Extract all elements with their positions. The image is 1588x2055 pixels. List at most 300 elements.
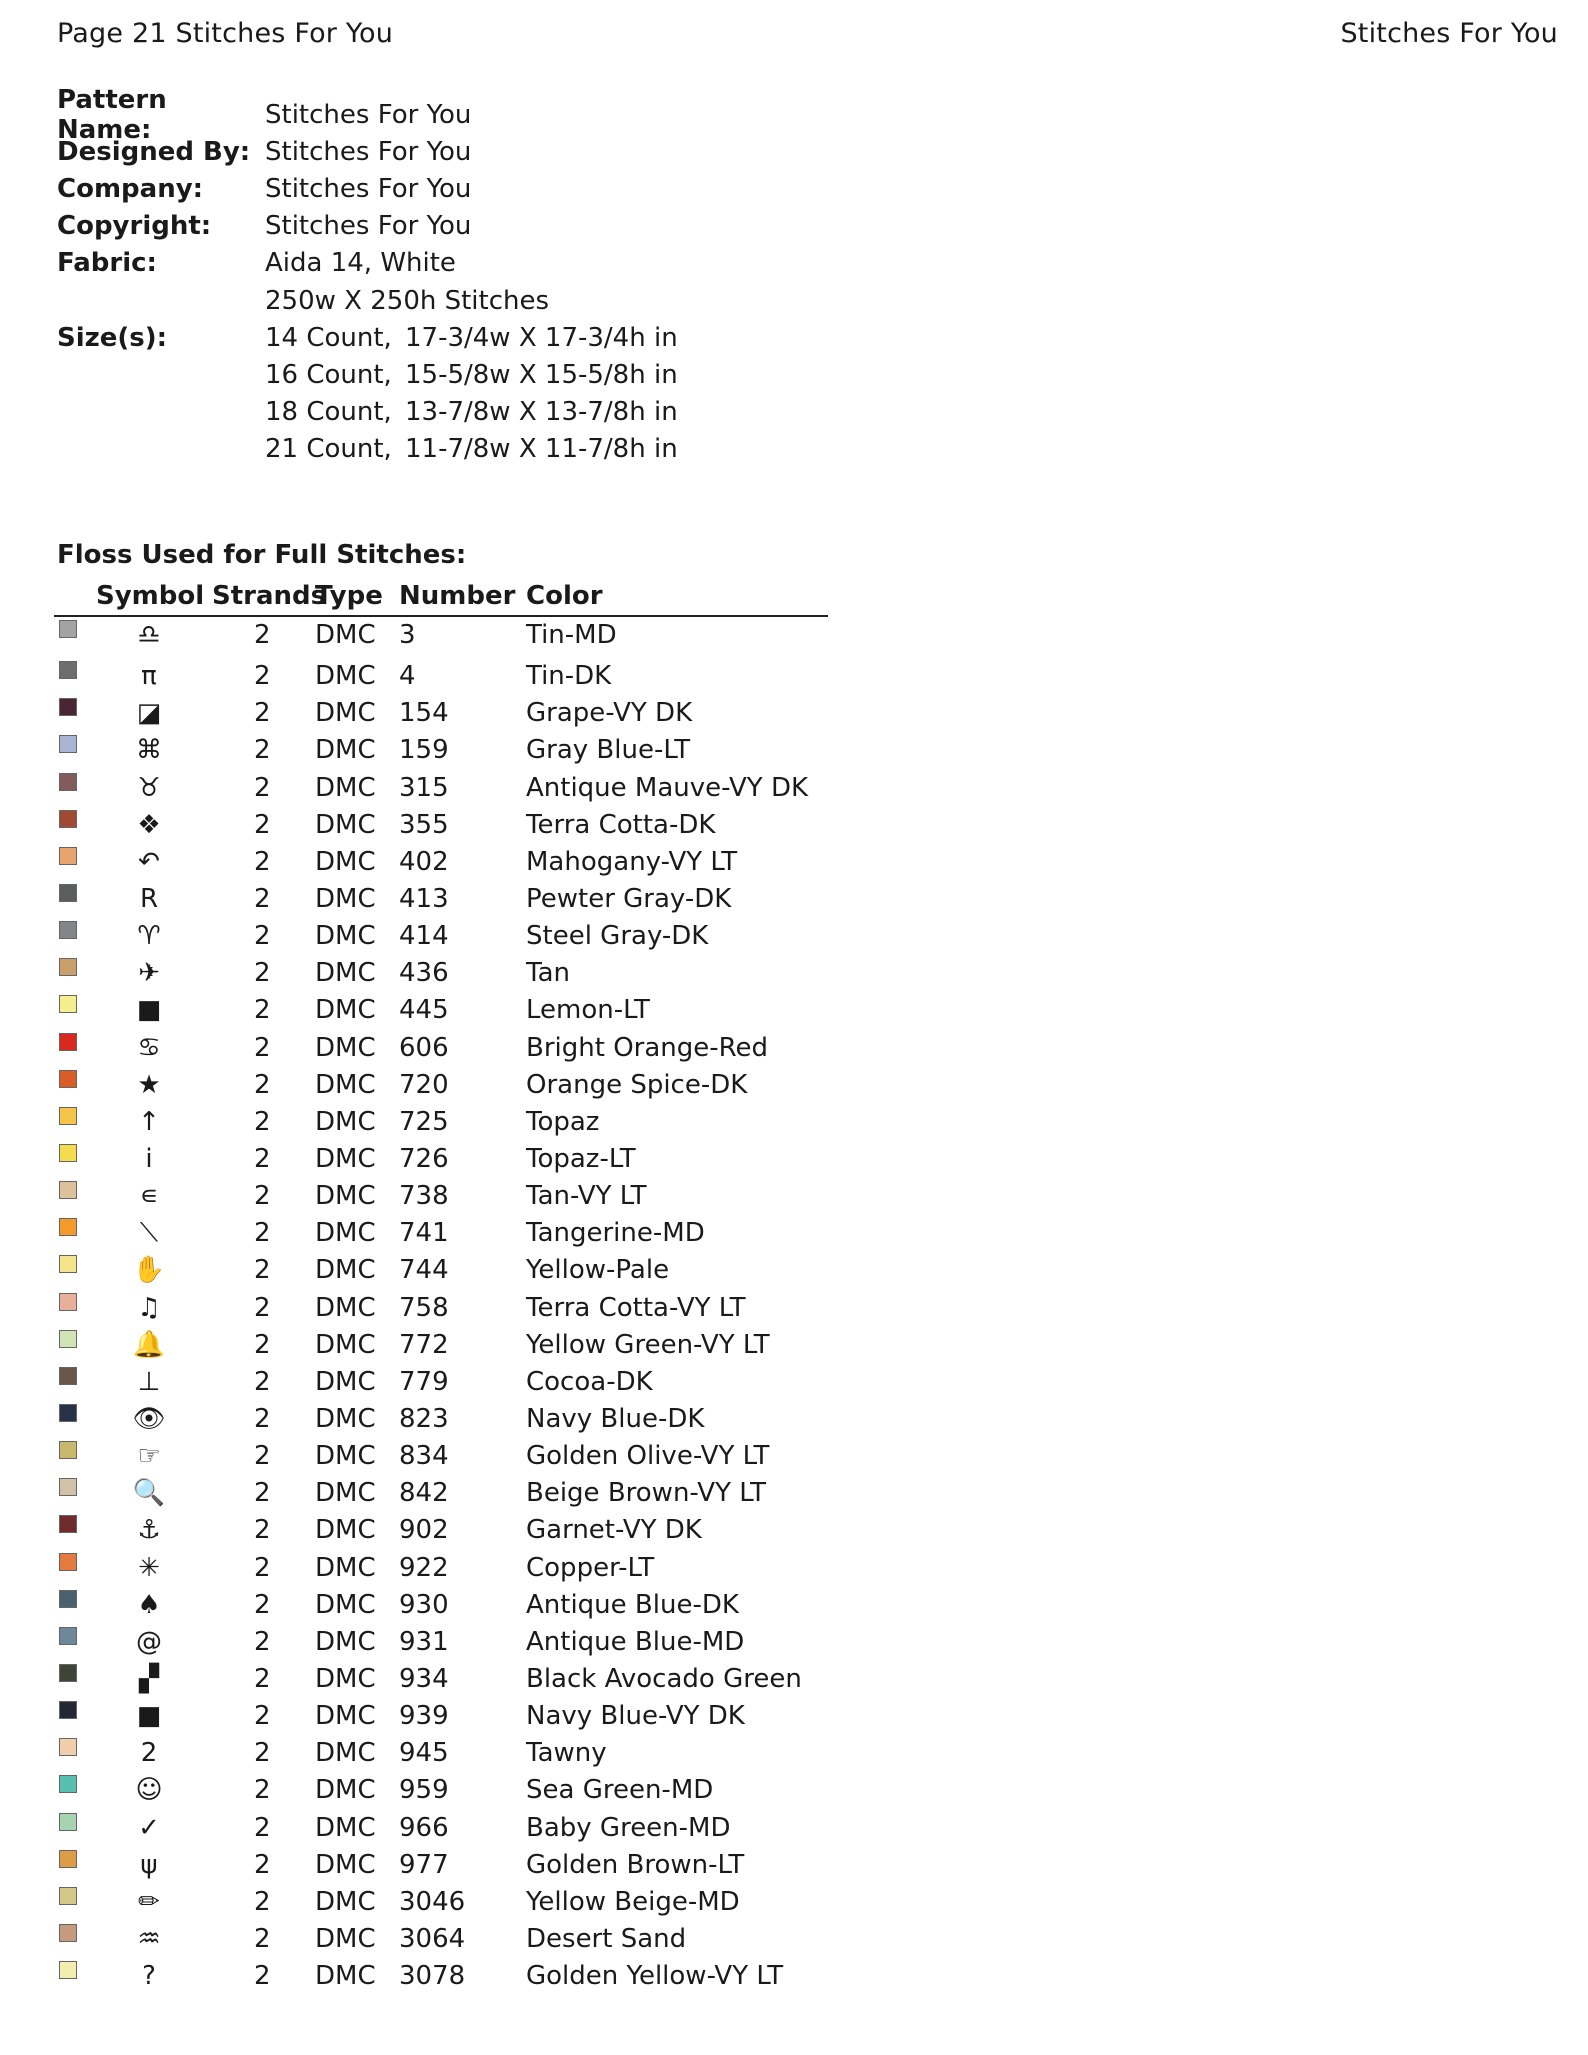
- number-cell: 823: [399, 1403, 449, 1434]
- size-count: 21 Count,: [265, 434, 392, 465]
- color-name-cell: Grape-VY DK: [526, 698, 693, 729]
- color-swatch: [59, 810, 77, 828]
- stitch-symbol: ψ: [140, 1849, 158, 1880]
- type-cell: DMC: [315, 1218, 376, 1249]
- type-cell: DMC: [315, 1552, 376, 1583]
- strands-cell: 2: [254, 1069, 271, 1100]
- strands-cell: 2: [254, 1886, 271, 1917]
- number-cell: 842: [399, 1478, 449, 1509]
- info-label: Size(s):: [57, 322, 168, 353]
- color-swatch: [59, 1293, 77, 1311]
- color-name-cell: Bright Orange-Red: [526, 1032, 769, 1063]
- color-swatch: [59, 1478, 77, 1496]
- table-row: [54, 1921, 828, 1958]
- table-row: [54, 1252, 828, 1289]
- stitch-symbol: ■: [136, 995, 162, 1026]
- floss-section-title: Floss Used for Full Stitches:: [57, 540, 467, 570]
- table-row: [54, 1661, 828, 1698]
- type-cell: DMC: [315, 735, 376, 766]
- number-cell: 606: [399, 1032, 449, 1063]
- stitch-symbol: ∊: [139, 1181, 159, 1212]
- info-value: Aida 14, White: [265, 248, 456, 279]
- color-swatch: [59, 995, 77, 1013]
- table-row: [54, 1847, 828, 1884]
- table-row: [54, 1401, 828, 1438]
- strands-cell: 2: [254, 1552, 271, 1583]
- strands-cell: 2: [254, 772, 271, 803]
- stitch-symbol: ✓: [138, 1812, 160, 1843]
- info-label: Fabric:: [57, 248, 157, 279]
- stitch-symbol: π: [141, 661, 157, 692]
- table-row: [54, 1624, 828, 1661]
- type-cell: DMC: [315, 772, 376, 803]
- info-row-stitches: [57, 282, 678, 319]
- info-label: Designed By:: [57, 136, 251, 167]
- table-row: [54, 844, 828, 881]
- table-row: [54, 1327, 828, 1364]
- info-value: [265, 434, 678, 464]
- strands-cell: 2: [254, 846, 271, 877]
- color-swatch: [59, 1070, 77, 1088]
- type-cell: DMC: [315, 1775, 376, 1806]
- table-row: [54, 1104, 828, 1141]
- type-cell: DMC: [315, 620, 376, 650]
- table-row: [54, 992, 828, 1029]
- color-swatch: [59, 735, 77, 753]
- number-cell: 726: [399, 1143, 449, 1174]
- number-cell: 741: [399, 1218, 449, 1249]
- number-cell: 355: [399, 809, 449, 840]
- color-swatch: [59, 1813, 77, 1831]
- color-swatch: [59, 1627, 77, 1645]
- color-swatch: [59, 1701, 77, 1719]
- stitch-symbol: ⊥: [137, 1366, 161, 1397]
- type-cell: DMC: [315, 1032, 376, 1063]
- stitch-symbol: ✏: [138, 1886, 160, 1917]
- type-cell: DMC: [315, 1292, 376, 1323]
- strands-cell: 2: [254, 1701, 271, 1732]
- color-swatch: [59, 1738, 77, 1756]
- strands-cell: 2: [254, 1923, 271, 1954]
- strands-cell: 2: [254, 1255, 271, 1286]
- color-swatch: [59, 698, 77, 716]
- table-row: [54, 1772, 828, 1809]
- strands-cell: 2: [254, 1441, 271, 1472]
- strands-cell: 2: [254, 1366, 271, 1397]
- type-cell: DMC: [315, 883, 376, 914]
- color-name-cell: Tangerine-MD: [526, 1218, 705, 1249]
- size-dims: 17-3/4w X 17-3/4h in: [405, 322, 678, 353]
- color-name-cell: Antique Blue-DK: [526, 1589, 739, 1620]
- color-swatch: [59, 1441, 77, 1459]
- number-cell: 445: [399, 995, 449, 1026]
- type-cell: DMC: [315, 1886, 376, 1917]
- strands-cell: 2: [254, 1515, 271, 1546]
- table-row: [54, 807, 828, 844]
- color-swatch: [59, 1664, 77, 1682]
- table-row: [54, 1364, 828, 1401]
- color-name-cell: Topaz: [526, 1106, 600, 1137]
- header-strands: Strands: [212, 581, 327, 611]
- strands-cell: 2: [254, 1403, 271, 1434]
- stitch-symbol: ?: [142, 1961, 156, 1992]
- info-label: Pattern Name:: [57, 84, 167, 145]
- strands-cell: 2: [254, 958, 271, 989]
- size-count: 18 Count,: [265, 397, 392, 428]
- strands-cell: 2: [254, 1961, 271, 1992]
- table-row: [54, 955, 828, 992]
- number-cell: 3: [399, 620, 416, 650]
- number-cell: 939: [399, 1701, 449, 1732]
- table-row: [54, 918, 828, 955]
- color-swatch: [59, 1590, 77, 1608]
- floss-table-header: [54, 578, 828, 617]
- number-cell: 922: [399, 1552, 449, 1583]
- table-row: [54, 1550, 828, 1587]
- number-cell: 931: [399, 1626, 449, 1657]
- strands-cell: 2: [254, 1218, 271, 1249]
- info-value: Stitches For You: [265, 136, 472, 167]
- strands-cell: 2: [254, 995, 271, 1026]
- number-cell: 934: [399, 1663, 449, 1694]
- strands-cell: 2: [254, 1849, 271, 1880]
- type-cell: DMC: [315, 1441, 376, 1472]
- type-cell: DMC: [315, 1329, 376, 1360]
- type-cell: DMC: [315, 995, 376, 1026]
- number-cell: 772: [399, 1329, 449, 1360]
- color-name-cell: Gray Blue-LT: [526, 735, 691, 766]
- color-name-cell: Sea Green-MD: [526, 1775, 714, 1806]
- color-name-cell: Copper-LT: [526, 1552, 655, 1583]
- strands-cell: 2: [254, 921, 271, 952]
- color-name-cell: Antique Blue-MD: [526, 1626, 745, 1657]
- type-cell: DMC: [315, 1478, 376, 1509]
- strands-cell: 2: [254, 661, 271, 692]
- color-name-cell: Lemon-LT: [526, 995, 650, 1026]
- stitch-symbol: 🔍: [132, 1478, 166, 1509]
- type-cell: DMC: [315, 1255, 376, 1286]
- color-swatch: [59, 1961, 77, 1979]
- color-name-cell: Topaz-LT: [526, 1143, 636, 1174]
- stitch-symbol: ⟍: [139, 1218, 159, 1249]
- table-row: [54, 1178, 828, 1215]
- table-row: [54, 1512, 828, 1549]
- table-row: [54, 1698, 828, 1735]
- color-swatch: [59, 1330, 77, 1348]
- stitch-symbol: ❖: [137, 809, 161, 840]
- color-swatch: [59, 1218, 77, 1236]
- type-cell: DMC: [315, 921, 376, 952]
- table-row: [54, 658, 828, 695]
- stitch-symbol: i: [145, 1143, 153, 1174]
- pattern-info: [57, 84, 678, 468]
- type-cell: DMC: [315, 1069, 376, 1100]
- size-count: 16 Count,: [265, 359, 392, 390]
- strands-cell: 2: [254, 883, 271, 914]
- type-cell: DMC: [315, 1589, 376, 1620]
- color-swatch: [59, 1367, 77, 1385]
- header-number: Number: [399, 581, 516, 611]
- header-color: Color: [526, 581, 603, 611]
- color-name-cell: Yellow Green-VY LT: [526, 1329, 770, 1360]
- info-value: Stitches For You: [265, 173, 472, 204]
- strands-cell: 2: [254, 735, 271, 766]
- stitch-symbol: ☺: [135, 1775, 163, 1806]
- color-swatch: [59, 1107, 77, 1125]
- table-row: [54, 1290, 828, 1327]
- color-name-cell: Terra Cotta-DK: [526, 809, 716, 840]
- strands-cell: 2: [254, 1143, 271, 1174]
- info-row-pattern-name: [57, 84, 678, 145]
- info-value: Stitches For You: [265, 211, 472, 242]
- stitch-symbol: ■: [136, 1701, 162, 1732]
- number-cell: 720: [399, 1069, 449, 1100]
- number-cell: 945: [399, 1738, 449, 1769]
- color-swatch: [59, 921, 77, 939]
- type-cell: DMC: [315, 698, 376, 729]
- color-name-cell: Orange Spice-DK: [526, 1069, 748, 1100]
- table-row: [54, 695, 828, 732]
- color-name-cell: Yellow-Pale: [526, 1255, 670, 1286]
- color-swatch: [59, 1553, 77, 1571]
- number-cell: 3046: [399, 1886, 466, 1917]
- type-cell: DMC: [315, 1923, 376, 1954]
- color-name-cell: Antique Mauve-VY DK: [526, 772, 809, 803]
- number-cell: 902: [399, 1515, 449, 1546]
- number-cell: 414: [399, 921, 449, 952]
- floss-table: [54, 578, 828, 1995]
- info-row-size-3: [57, 431, 678, 468]
- header-symbol: Symbol: [96, 581, 205, 611]
- stitch-symbol: @: [136, 1626, 162, 1657]
- color-name-cell: Garnet-VY DK: [526, 1515, 702, 1546]
- strands-cell: 2: [254, 1663, 271, 1694]
- type-cell: DMC: [315, 1515, 376, 1546]
- color-name-cell: Tin-DK: [526, 661, 612, 692]
- strands-cell: 2: [254, 698, 271, 729]
- color-swatch: [59, 1255, 77, 1273]
- color-swatch: [59, 773, 77, 791]
- type-cell: DMC: [315, 1849, 376, 1880]
- stitch-symbol: ☞: [137, 1441, 161, 1472]
- info-value: [265, 360, 678, 390]
- table-row: [54, 1067, 828, 1104]
- info-value: [265, 323, 678, 353]
- number-cell: 402: [399, 846, 449, 877]
- number-cell: 436: [399, 958, 449, 989]
- number-cell: 154: [399, 698, 449, 729]
- strands-cell: 2: [254, 1775, 271, 1806]
- table-row: [54, 1141, 828, 1178]
- stitch-symbol: 🔔: [132, 1329, 166, 1360]
- color-swatch: [59, 1404, 77, 1422]
- type-cell: DMC: [315, 958, 376, 989]
- stitch-symbol: ✋: [132, 1255, 166, 1286]
- size-count: 14 Count,: [265, 322, 392, 353]
- type-cell: DMC: [315, 1626, 376, 1657]
- strands-cell: 2: [254, 1106, 271, 1137]
- color-name-cell: Tan: [526, 958, 570, 989]
- info-row-size-2: [57, 394, 678, 431]
- stitch-symbol: ♒: [137, 1923, 161, 1954]
- type-cell: DMC: [315, 1738, 376, 1769]
- info-value: 250w X 250h Stitches: [265, 285, 550, 316]
- color-name-cell: Navy Blue-DK: [526, 1403, 705, 1434]
- color-swatch: [59, 1850, 77, 1868]
- color-name-cell: Desert Sand: [526, 1923, 687, 1954]
- stitch-symbol: R: [139, 883, 159, 914]
- color-swatch: [59, 958, 77, 976]
- number-cell: 758: [399, 1292, 449, 1323]
- type-cell: DMC: [315, 1812, 376, 1843]
- number-cell: 959: [399, 1775, 449, 1806]
- stitch-symbol: ♠: [137, 1589, 161, 1620]
- page-header-left: Page 21 Stitches For You: [57, 18, 394, 49]
- stitch-symbol: ↑: [138, 1106, 160, 1137]
- table-row: [54, 1030, 828, 1067]
- color-name-cell: Cocoa-DK: [526, 1366, 653, 1397]
- number-cell: 315: [399, 772, 449, 803]
- table-row: [54, 770, 828, 807]
- stitch-symbol: ♈: [137, 921, 161, 952]
- number-cell: 3078: [399, 1961, 466, 1992]
- strands-cell: 2: [254, 1589, 271, 1620]
- stitch-symbol: ↶: [138, 846, 160, 877]
- color-name-cell: Tan-VY LT: [526, 1181, 647, 1212]
- number-cell: 966: [399, 1812, 449, 1843]
- color-name-cell: Golden Yellow-VY LT: [526, 1961, 784, 1992]
- color-swatch: [59, 661, 77, 679]
- number-cell: 738: [399, 1181, 449, 1212]
- number-cell: 159: [399, 735, 449, 766]
- color-name-cell: Golden Olive-VY LT: [526, 1441, 770, 1472]
- strands-cell: 2: [254, 1329, 271, 1360]
- size-dims: 15-5/8w X 15-5/8h in: [405, 359, 678, 390]
- number-cell: 744: [399, 1255, 449, 1286]
- strands-cell: 2: [254, 1738, 271, 1769]
- strands-cell: 2: [254, 1032, 271, 1063]
- table-row: [54, 1735, 828, 1772]
- strands-cell: 2: [254, 809, 271, 840]
- type-cell: DMC: [315, 1181, 376, 1212]
- color-name-cell: Terra Cotta-VY LT: [526, 1292, 746, 1323]
- type-cell: DMC: [315, 661, 376, 692]
- stitch-symbol: 2: [140, 1738, 158, 1769]
- color-name-cell: Black Avocado Green: [526, 1663, 802, 1694]
- color-swatch: [59, 1887, 77, 1905]
- color-name-cell: Navy Blue-VY DK: [526, 1701, 745, 1732]
- color-swatch: [59, 884, 77, 902]
- table-row: [54, 732, 828, 769]
- color-name-cell: Beige Brown-VY LT: [526, 1478, 767, 1509]
- color-name-cell: Pewter Gray-DK: [526, 883, 732, 914]
- stitch-symbol: ♫: [137, 1292, 161, 1323]
- strands-cell: 2: [254, 1181, 271, 1212]
- table-row: [54, 1958, 828, 1995]
- color-swatch: [59, 620, 77, 638]
- stitch-symbol: ▞: [139, 1663, 159, 1694]
- color-swatch: [59, 1775, 77, 1793]
- stitch-symbol: ✳: [138, 1552, 160, 1583]
- number-cell: 4: [399, 661, 416, 692]
- number-cell: 725: [399, 1106, 449, 1137]
- table-row: [54, 617, 828, 658]
- number-cell: 3064: [399, 1923, 466, 1954]
- table-row: [54, 1587, 828, 1624]
- stitch-symbol: ♋: [137, 1032, 161, 1063]
- stitch-symbol: ⌘: [136, 735, 162, 766]
- size-dims: 11-7/8w X 11-7/8h in: [405, 434, 678, 465]
- table-row: [54, 1438, 828, 1475]
- color-name-cell: Mahogany-VY LT: [526, 846, 738, 877]
- stitch-symbol: ★: [137, 1069, 161, 1100]
- stitch-symbol: 👁: [132, 1403, 166, 1434]
- stitch-symbol: ⚓: [137, 1515, 161, 1546]
- table-row: [54, 881, 828, 918]
- info-row-designed-by: [57, 133, 678, 170]
- info-row-size-0: [57, 319, 678, 356]
- info-label: Copyright:: [57, 211, 212, 242]
- type-cell: DMC: [315, 809, 376, 840]
- info-row-copyright: [57, 208, 678, 245]
- floss-table-body: [54, 617, 828, 1995]
- strands-cell: 2: [254, 1292, 271, 1323]
- color-swatch: [59, 1515, 77, 1533]
- table-row: [54, 1215, 828, 1252]
- color-name-cell: Tawny: [526, 1738, 607, 1769]
- type-cell: DMC: [315, 1403, 376, 1434]
- info-value: [265, 397, 678, 427]
- info-row-company: [57, 170, 678, 207]
- info-row-size-1: [57, 356, 678, 393]
- type-cell: DMC: [315, 846, 376, 877]
- color-name-cell: Tin-MD: [526, 620, 617, 650]
- color-swatch: [59, 1144, 77, 1162]
- strands-cell: 2: [254, 1626, 271, 1657]
- type-cell: DMC: [315, 1106, 376, 1137]
- number-cell: 930: [399, 1589, 449, 1620]
- number-cell: 413: [399, 883, 449, 914]
- strands-cell: 2: [254, 1478, 271, 1509]
- info-value: Stitches For You: [265, 99, 472, 130]
- page-header-right: Stitches For You: [1340, 18, 1558, 49]
- color-name-cell: Baby Green-MD: [526, 1812, 731, 1843]
- size-dims: 13-7/8w X 13-7/8h in: [405, 397, 678, 428]
- stitch-symbol: ♎: [137, 620, 161, 650]
- info-row-fabric: [57, 245, 678, 282]
- stitch-symbol: ◪: [136, 698, 162, 729]
- table-row: [54, 1884, 828, 1921]
- number-cell: 779: [399, 1366, 449, 1397]
- strands-cell: 2: [254, 1812, 271, 1843]
- color-swatch: [59, 1924, 77, 1942]
- type-cell: DMC: [315, 1961, 376, 1992]
- info-label: Company:: [57, 173, 204, 204]
- color-name-cell: Steel Gray-DK: [526, 921, 709, 952]
- type-cell: DMC: [315, 1366, 376, 1397]
- color-name-cell: Yellow Beige-MD: [526, 1886, 740, 1917]
- color-swatch: [59, 1181, 77, 1199]
- stitch-symbol: ✈: [138, 958, 160, 989]
- stitch-symbol: ♉: [137, 772, 161, 803]
- table-row: [54, 1810, 828, 1847]
- table-row: [54, 1475, 828, 1512]
- type-cell: DMC: [315, 1143, 376, 1174]
- header-type: Type: [315, 581, 383, 611]
- strands-cell: 2: [254, 620, 271, 650]
- type-cell: DMC: [315, 1663, 376, 1694]
- color-name-cell: Golden Brown-LT: [526, 1849, 745, 1880]
